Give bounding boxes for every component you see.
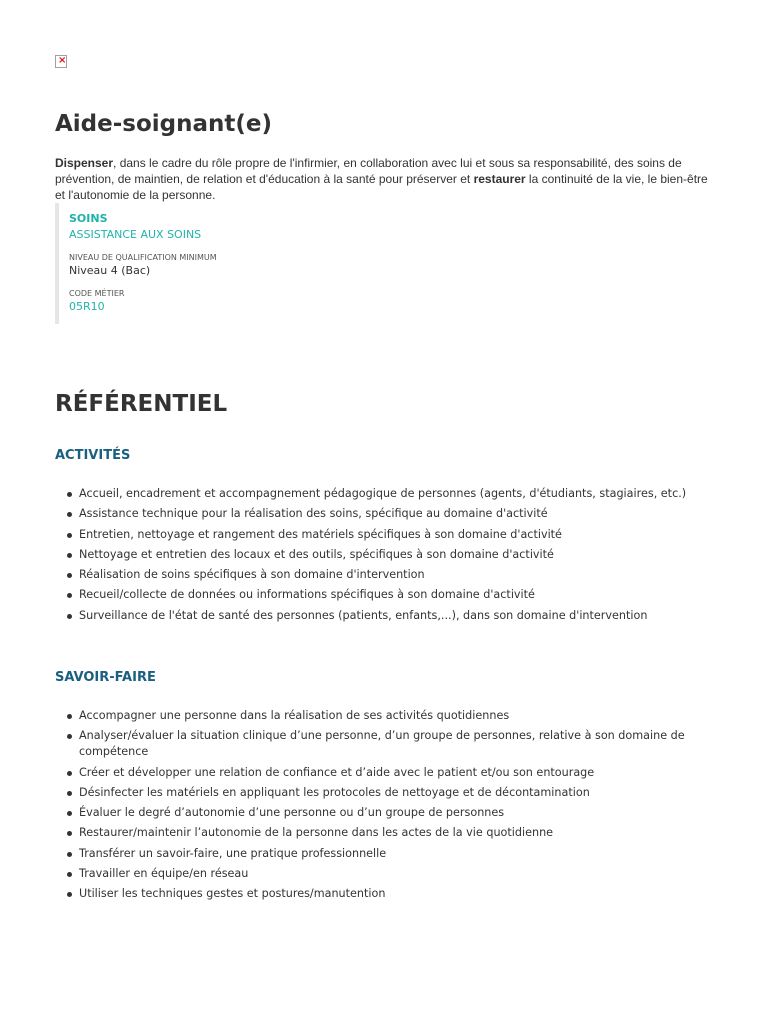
referentiel-title: RÉFÉRENTIEL xyxy=(55,391,228,417)
intro-mid-bold: restaurer xyxy=(473,172,526,186)
list-item: Surveillance de l'état de santé des personnes (patients, enfants,...), dans son domaine d'intervention xyxy=(55,608,715,624)
list-item: Utiliser les techniques gestes et postures/manutention xyxy=(55,886,715,902)
intro-text-1: , dans le cadre du rôle propre de l'infirmier, en collaboration avec lui et sous sa responsabilité, des soins de prévention, de maintien, de relation et d'éducation à la santé pour préserver et xyxy=(55,156,682,186)
code-value[interactable]: 05R10 xyxy=(69,300,105,313)
list-item: Entretien, nettoyage et rangement des matériels spécifiques à son domaine d'activité xyxy=(55,527,715,543)
code-label: CODE MÉTIER xyxy=(69,289,125,298)
info-subdomain[interactable]: ASSISTANCE AUX SOINS xyxy=(69,228,202,241)
intro-text-2: la continuité de la vie, le bien-être et l'autonomie de la personne. xyxy=(55,172,708,202)
intro-paragraph xyxy=(55,155,717,203)
list-item: Nettoyage et entretien des locaux et des outils, spécifiques à son domaine d'activité xyxy=(55,547,715,563)
list-item: Désinfecter les matériels en appliquant les protocoles de nettoyage et de décontamination xyxy=(55,785,715,801)
list-item: Réalisation de soins spécifiques à son domaine d'intervention xyxy=(55,567,715,583)
list-item: Accueil, encadrement et accompagnement pédagogique de personnes (agents, d'étudiants, stagiaires, etc.) xyxy=(55,486,715,502)
qualification-value: Niveau 4 (Bac) xyxy=(69,264,151,277)
list-item: Créer et développer une relation de confiance et d’aide avec le patient et/ou son entourage xyxy=(55,765,715,781)
list-item: Restaurer/maintenir l’autonomie de la personne dans les actes de la vie quotidienne xyxy=(55,825,715,841)
info-box-bar xyxy=(55,203,59,324)
qualification-label: NIVEAU DE QUALIFICATION MINIMUM xyxy=(69,253,217,262)
page-title: Aide-soignant(e) xyxy=(55,111,273,137)
list-item: Transférer un savoir-faire, une pratique professionnelle xyxy=(55,846,715,862)
list-item: Accompagner une personne dans la réalisation de ses activités quotidiennes xyxy=(55,708,715,724)
broken-image-icon: × xyxy=(55,55,67,68)
intro-lead-bold: Dispenser xyxy=(55,156,114,170)
info-domain[interactable]: SOINS xyxy=(69,212,108,225)
activites-list xyxy=(55,486,715,628)
list-item: Assistance technique pour la réalisation des soins, spécifique au domaine d'activité xyxy=(55,506,715,522)
savoir-faire-list xyxy=(55,708,715,907)
activites-heading: ACTIVITÉS xyxy=(55,448,131,463)
list-item: Recueil/collecte de données ou informations spécifiques à son domaine d'activité xyxy=(55,587,715,603)
list-item: Évaluer le degré d’autonomie d’une personne ou d’un groupe de personnes xyxy=(55,805,715,821)
savoir-faire-heading: SAVOIR-FAIRE xyxy=(55,670,156,685)
list-item: Analyser/évaluer la situation clinique d’une personne, d’un groupe de personnes, relative à son domaine de compétence xyxy=(55,728,715,760)
list-item: Travailler en équipe/en réseau xyxy=(55,866,715,882)
